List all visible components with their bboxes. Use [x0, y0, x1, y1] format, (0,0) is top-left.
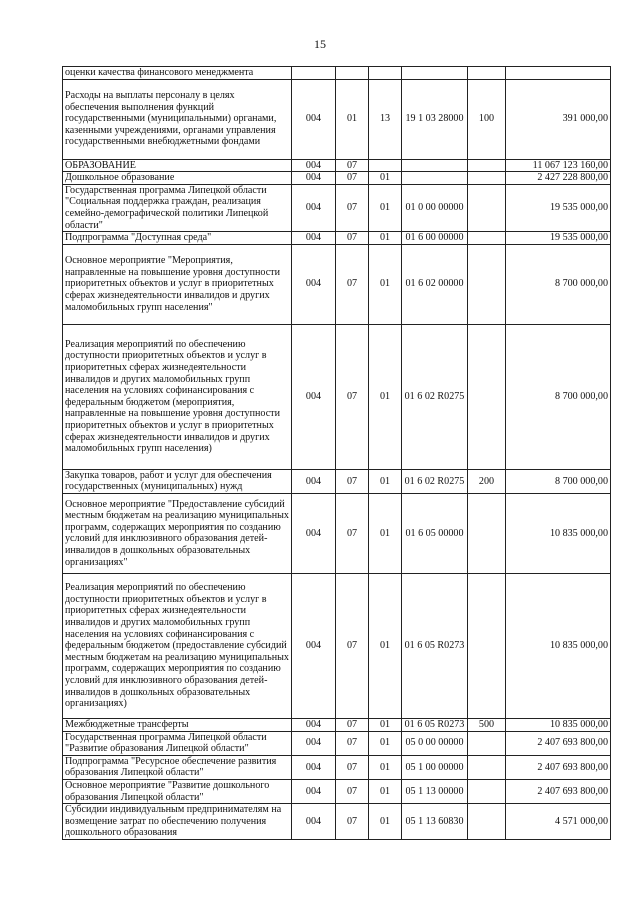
- subsection-code-cell: [369, 159, 402, 172]
- row-name-cell: Субсидии индивидуальным предпринимателям на возмещение затрат по обеспечению получения дошкольного образования: [63, 804, 292, 840]
- amount-cell: 11 067 123 160,00: [506, 159, 611, 172]
- target-code-cell: 01 6 05 R0273: [402, 718, 468, 731]
- ministry-code-cell: 004: [292, 469, 336, 493]
- section-code-cell: 07: [336, 731, 369, 755]
- target-code-cell: 01 6 02 R0275: [402, 469, 468, 493]
- section-code-cell: 07: [336, 172, 369, 185]
- expense-type-cell: [468, 232, 506, 245]
- expense-type-cell: [468, 755, 506, 779]
- table-row: [63, 172, 611, 185]
- target-code-cell: 01 0 00 00000: [402, 184, 468, 231]
- ministry-code-cell: 004: [292, 718, 336, 731]
- ministry-code-cell: 004: [292, 755, 336, 779]
- section-code-cell: 07: [336, 755, 369, 779]
- expense-type-cell: [468, 324, 506, 469]
- expense-type-cell: 500: [468, 718, 506, 731]
- subsection-code-cell: 01: [369, 493, 402, 573]
- target-code-cell: [402, 172, 468, 185]
- subsection-code-cell: 01: [369, 172, 402, 185]
- amount-cell: 10 835 000,00: [506, 493, 611, 573]
- ministry-code-cell: 004: [292, 324, 336, 469]
- expense-type-cell: [468, 493, 506, 573]
- amount-cell: 19 535 000,00: [506, 184, 611, 231]
- ministry-code-cell: 004: [292, 184, 336, 231]
- table-row: [63, 244, 611, 324]
- table-row: [63, 79, 611, 159]
- ministry-code-cell: 004: [292, 493, 336, 573]
- row-name-cell: Дошкольное образование: [63, 172, 292, 185]
- expense-type-cell: [468, 184, 506, 231]
- amount-cell: 10 835 000,00: [506, 718, 611, 731]
- section-code-cell: 07: [336, 324, 369, 469]
- section-code-cell: 07: [336, 804, 369, 840]
- row-name-cell: Основное мероприятие "Мероприятия, направленные на повышение уровня доступности приоритетных объектов и услуг в приоритетных сферах жизнедеятельности инвалидов и других маломобильных групп населения": [63, 244, 292, 324]
- table-row: [63, 493, 611, 573]
- subsection-code-cell: 01: [369, 718, 402, 731]
- table-row: [63, 804, 611, 840]
- target-code-cell: 01 6 02 R0275: [402, 324, 468, 469]
- section-code-cell: 07: [336, 718, 369, 731]
- target-code-cell: 19 1 03 28000: [402, 79, 468, 159]
- ministry-code-cell: 004: [292, 159, 336, 172]
- subsection-code-cell: 01: [369, 324, 402, 469]
- row-name-cell: Подпрограмма "Ресурсное обеспечение развития образования Липецкой области": [63, 755, 292, 779]
- target-code-cell: 05 0 00 00000: [402, 731, 468, 755]
- table-row: [63, 731, 611, 755]
- amount-cell: 391 000,00: [506, 79, 611, 159]
- ministry-code-cell: 004: [292, 779, 336, 803]
- amount-cell: [506, 67, 611, 80]
- target-code-cell: 05 1 13 00000: [402, 779, 468, 803]
- table-row: [63, 184, 611, 231]
- ministry-code-cell: 004: [292, 172, 336, 185]
- amount-cell: 19 535 000,00: [506, 232, 611, 245]
- table-row: [63, 469, 611, 493]
- target-code-cell: 01 6 05 R0273: [402, 573, 468, 718]
- table-row: [63, 232, 611, 245]
- section-code-cell: 07: [336, 159, 369, 172]
- amount-cell: 2 407 693 800,00: [506, 779, 611, 803]
- table-row: [63, 718, 611, 731]
- section-code-cell: 01: [336, 79, 369, 159]
- section-code-cell: 07: [336, 232, 369, 245]
- table-row: [63, 573, 611, 718]
- ministry-code-cell: 004: [292, 731, 336, 755]
- row-name-cell: Основное мероприятие "Развитие дошкольного образования Липецкой области": [63, 779, 292, 803]
- subsection-code-cell: 01: [369, 755, 402, 779]
- row-name-cell: Реализация мероприятий по обеспечению доступности приоритетных объектов и услуг в приоритетных сферах жизнедеятельности инвалидов и других маломобильных групп населения на условиях софинансирования с федеральным бюджетом (мероприятия, направленные на повышение уровня доступности приоритетных объектов и услуг в приоритетных сферах жизнедеятельности инвалидов и других маломобильных групп населения): [63, 324, 292, 469]
- section-code-cell: 07: [336, 573, 369, 718]
- ministry-code-cell: [292, 67, 336, 80]
- section-code-cell: 07: [336, 469, 369, 493]
- subsection-code-cell: 01: [369, 469, 402, 493]
- table-body: [63, 67, 611, 840]
- table-row: [63, 159, 611, 172]
- expense-type-cell: [468, 731, 506, 755]
- expense-type-cell: [468, 172, 506, 185]
- amount-cell: 10 835 000,00: [506, 573, 611, 718]
- table-row: [63, 755, 611, 779]
- section-code-cell: 07: [336, 184, 369, 231]
- target-code-cell: [402, 159, 468, 172]
- target-code-cell: 05 1 13 60830: [402, 804, 468, 840]
- subsection-code-cell: 01: [369, 184, 402, 231]
- page-number: 15: [314, 37, 326, 51]
- row-name-cell: Закупка товаров, работ и услуг для обеспечения государственных (муниципальных) нужд: [63, 469, 292, 493]
- expense-type-cell: 100: [468, 79, 506, 159]
- amount-cell: 8 700 000,00: [506, 469, 611, 493]
- ministry-code-cell: 004: [292, 244, 336, 324]
- section-code-cell: 07: [336, 779, 369, 803]
- target-code-cell: 01 6 00 00000: [402, 232, 468, 245]
- ministry-code-cell: 004: [292, 79, 336, 159]
- expense-type-cell: [468, 159, 506, 172]
- target-code-cell: 05 1 00 00000: [402, 755, 468, 779]
- row-name-cell: Государственная программа Липецкой области "Социальная поддержка граждан, реализация семейно-демографической политики Липецкой области": [63, 184, 292, 231]
- table-row: [63, 67, 611, 80]
- subsection-code-cell: 01: [369, 573, 402, 718]
- amount-cell: 4 571 000,00: [506, 804, 611, 840]
- amount-cell: 8 700 000,00: [506, 324, 611, 469]
- table-row: [63, 779, 611, 803]
- row-name-cell: Подпрограмма "Доступная среда": [63, 232, 292, 245]
- ministry-code-cell: 004: [292, 804, 336, 840]
- subsection-code-cell: 01: [369, 779, 402, 803]
- section-code-cell: 07: [336, 493, 369, 573]
- subsection-code-cell: 01: [369, 244, 402, 324]
- table-row: [63, 324, 611, 469]
- amount-cell: 2 427 228 800,00: [506, 172, 611, 185]
- expense-type-cell: [468, 804, 506, 840]
- expense-type-cell: [468, 67, 506, 80]
- amount-cell: 2 407 693 800,00: [506, 755, 611, 779]
- amount-cell: 2 407 693 800,00: [506, 731, 611, 755]
- expense-type-cell: [468, 779, 506, 803]
- target-code-cell: 01 6 02 00000: [402, 244, 468, 324]
- row-name-cell: Межбюджетные трансферты: [63, 718, 292, 731]
- expense-type-cell: [468, 244, 506, 324]
- subsection-code-cell: [369, 67, 402, 80]
- expense-type-cell: [468, 573, 506, 718]
- amount-cell: 8 700 000,00: [506, 244, 611, 324]
- subsection-code-cell: 13: [369, 79, 402, 159]
- subsection-code-cell: 01: [369, 731, 402, 755]
- row-name-cell: Основное мероприятие "Предоставление субсидий местным бюджетам на реализацию муниципальных программ, содержащих мероприятия по созданию условий для инклюзивного образования детей-инвалидов в дошкольных образовательных организациях": [63, 493, 292, 573]
- subsection-code-cell: 01: [369, 804, 402, 840]
- budget-table: [62, 66, 611, 840]
- row-name-cell: ОБРАЗОВАНИЕ: [63, 159, 292, 172]
- section-code-cell: 07: [336, 244, 369, 324]
- ministry-code-cell: 004: [292, 573, 336, 718]
- ministry-code-cell: 004: [292, 232, 336, 245]
- row-name-cell: Расходы на выплаты персоналу в целях обеспечения выполнения функций государственными (муниципальными) органами, казенными учреждениями, органами управления государственными внебюджетными фондами: [63, 79, 292, 159]
- row-name-cell: Реализация мероприятий по обеспечению доступности приоритетных объектов и услуг в приоритетных сферах жизнедеятельности инвалидов и других маломобильных групп населения на условиях софинансирования с федеральным бюджетом (предоставление субсидий местным бюджетам на реализацию муниципальных программ, содержащих мероприятия по созданию условий для инклюзивного образования детей-инвалидов в дошкольных образовательных организациях): [63, 573, 292, 718]
- target-code-cell: [402, 67, 468, 80]
- row-name-cell: Государственная программа Липецкой области "Развитие образования Липецкой области": [63, 731, 292, 755]
- expense-type-cell: 200: [468, 469, 506, 493]
- target-code-cell: 01 6 05 00000: [402, 493, 468, 573]
- row-name-cell: оценки качества финансового менеджмента: [63, 67, 292, 80]
- subsection-code-cell: 01: [369, 232, 402, 245]
- section-code-cell: [336, 67, 369, 80]
